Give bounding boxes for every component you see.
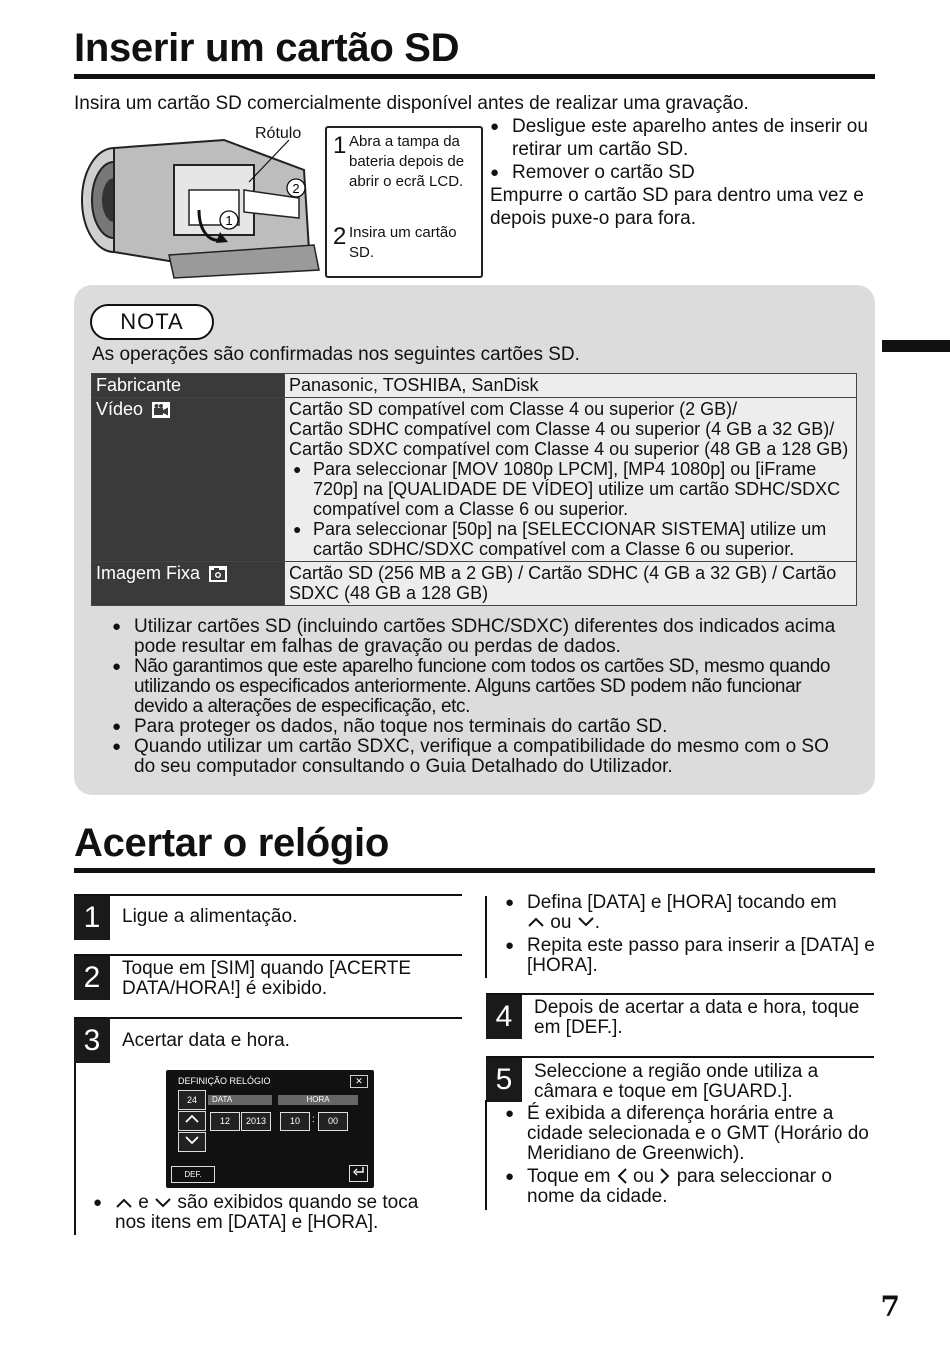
video-line-3: Cartão SDXC compatível com Classe 4 ou superior (48 GB a 128 GB) [289,439,849,459]
nota-intro: As operações são confirmadas nos seguintes cartões SD. [92,344,580,365]
step5-note-1: ● É exibida a diferença horária entre a cidade selecionada e o GMT (Horário do Meridiano de Greenwich). [505,1104,877,1164]
table-row [92,562,857,606]
step5-note-2-or: ou [633,1166,655,1187]
clock-step-5 [486,1056,874,1102]
section-title-clock: Acertar o relógio [74,821,389,865]
right-note-1-text: Defina [DATA] e [HORA] tocando em [527,892,837,913]
row-head-imagem-label: Imagem Fixa [96,563,201,583]
title-rule-2 [74,868,875,873]
callout-2: 2 [292,181,300,196]
sd-bullet-remove: ● Remover o cartão SD [490,161,880,184]
step3-note-bullet [93,1193,453,1233]
insert-steps-box [325,126,483,278]
chevron-up-icon [527,916,545,928]
lcd-date-header: DATA [208,1095,272,1105]
video-bullet-1: ● Para seleccionar [MOV 1080p LPCM], [MP4 1080p] ou [iFrame 720p] na [QUALIDADE DE VÍDEO] utilize um cartão SDHC/SDXC compatível com a Classe 6 ou superior. [289,459,852,519]
video-line-2: Cartão SDHC compatível com Classe 4 ou superior (4 GB a 32 GB)/ [289,419,835,439]
chevron-right-icon [659,1167,671,1185]
step-number: 3 [74,1019,110,1063]
insert-step-1-text: Abra a tampa da bateria depois de abrir o ecrã LCD. [349,133,465,190]
right-note-2: ● Repita este passo para inserir a [DATA] e [HORA]. [505,936,875,976]
clock-step-2 [74,954,462,999]
lcd-day-field[interactable]: 24 [178,1090,206,1110]
step3-note-and: e [138,1192,149,1213]
chevron-up-icon [115,1197,133,1209]
step5-notes [505,1104,877,1207]
row-value-video [285,398,857,562]
chevron-down-icon[interactable] [178,1132,206,1152]
right-note-1 [505,893,875,933]
step5-note-2 [505,1167,877,1207]
sd-bullet-power-off: ● Desligue este aparelho antes de inserir ou retirar um cartão SD. [490,115,880,161]
lcd-month-field[interactable]: 12 [210,1112,240,1131]
nota-notes [112,617,852,777]
step-text: Toque em [SIM] quando [ACERTE DATA/HORA!] é exibido. [122,958,412,999]
lcd-time-separator: : [312,1114,315,1125]
insert-step-2-num: 2 [333,223,347,250]
def-button[interactable]: DEF. [171,1166,215,1183]
camera-illustration [74,120,324,280]
sd-card-table [91,373,857,606]
step-number: 5 [486,1058,522,1102]
row-head-fabricante: Fabricante [92,374,285,398]
sd-remove-instructions: Empurre o cartão SD para dentro uma vez e depois puxe-o para fora. [490,185,864,229]
chevron-down-icon [154,1197,172,1209]
clock-step-4 [486,993,874,1038]
lcd-minute-field[interactable]: 00 [318,1112,348,1131]
step3-note-text: são exibidos quando se toca nos itens em [DATA] e [HORA]. [115,1192,419,1233]
note-item: ● Para proteger os dados, não toque nos terminais do cartão SD. [112,717,852,737]
right-note-1-or: ou [550,912,572,933]
row-head-imagem-fixa [92,562,285,606]
chevron-left-icon [616,1167,628,1185]
lcd-time-header: HORA [278,1095,358,1105]
step-text: Depois de acertar a data e hora, toque em [DEF.]. [534,997,860,1038]
right-step3-notes [505,893,875,976]
clock-settings-screen [166,1070,374,1188]
nota-badge: NOTA [90,304,214,340]
step-number: 2 [74,956,110,1000]
step-text: Acertar data e hora. [122,1030,290,1051]
step3-note [93,1193,453,1233]
step-number: 4 [486,995,522,1039]
left-column-line [74,1063,76,1235]
section-title-sd: Inserir um cartão SD [74,26,460,70]
title-rule [74,74,875,79]
chevron-down-icon [577,916,595,928]
step5-note-2-a: Toque em [527,1166,611,1187]
insert-step-2-text: Insira um cartão SD. [349,224,457,261]
lcd-hour-field[interactable]: 10 [280,1112,310,1131]
lcd-year-field[interactable]: 2013 [241,1112,271,1131]
label-rotulo: Rótulo [255,125,302,142]
clock-step-1 [74,894,462,934]
step-number: 1 [74,896,110,940]
step-text: Seleccione a região onde utiliza a câmara e toque em [GUARD.]. [534,1061,819,1102]
photo-camera-icon [209,566,227,586]
row-head-video [92,398,285,562]
sd-intro: Insira um cartão SD comercialmente disponível antes de realizar uma gravação. [74,93,749,114]
right-note-1-end: . [594,912,600,933]
right-column-line-top [485,896,487,978]
table-row [92,398,857,562]
page-edge-tab [882,340,950,352]
step-text: Ligue a alimentação. [122,906,298,927]
insert-step-1-num: 1 [333,132,347,159]
row-value-imagem-fixa: Cartão SD (256 MB a 2 GB) / Cartão SDHC (4 GB a 32 GB) / Cartão SDXC (48 GB a 128 GB) [285,562,857,606]
video-bullet-2: ● Para seleccionar [50p] na [SELECCIONAR SISTEMA] utilize um cartão SDHC/SDXC compatível com a Classe 6 ou superior. [289,519,852,559]
close-icon[interactable]: ✕ [350,1075,368,1088]
sd-right-notes [490,115,880,230]
lcd-title: DEFINIÇÃO RELÓGIO [178,1076,271,1086]
row-head-video-label: Vídeo [96,399,144,419]
clock-step-3 [74,1017,462,1057]
chevron-up-icon[interactable] [178,1111,206,1131]
table-row [92,374,857,398]
note-item: ● Não garantimos que este aparelho funcione com todos os cartões SD, mesmo quando utilizando os especificados anteriormente. Alguns cartões SD podem não funcionar devido a alterações de especificação, etc. [112,657,852,717]
note-item: ● Quando utilizar um cartão SDXC, verifique a compatibilidade do mesmo com o SO do seu computador consultando o Guia Detalhado do Utilizador. [112,737,852,777]
return-icon[interactable] [349,1165,368,1182]
callout-1: 1 [225,213,233,228]
video-line-1: Cartão SD compatível com Classe 4 ou superior (2 GB)/ [289,399,738,419]
right-column-line-bottom [485,1100,487,1210]
page-number: 7 [880,1290,900,1323]
note-item: ● Utilizar cartões SD (incluindo cartões SDHC/SDXC) diferentes dos indicados acima pode resultar em falhas de gravação ou perdas de dados. [112,617,852,657]
video-camera-icon [152,402,170,422]
step5-note-2-end: para seleccionar o nome da cidade. [527,1166,832,1207]
row-value-fabricante: Panasonic, TOSHIBA, SanDisk [285,374,857,398]
